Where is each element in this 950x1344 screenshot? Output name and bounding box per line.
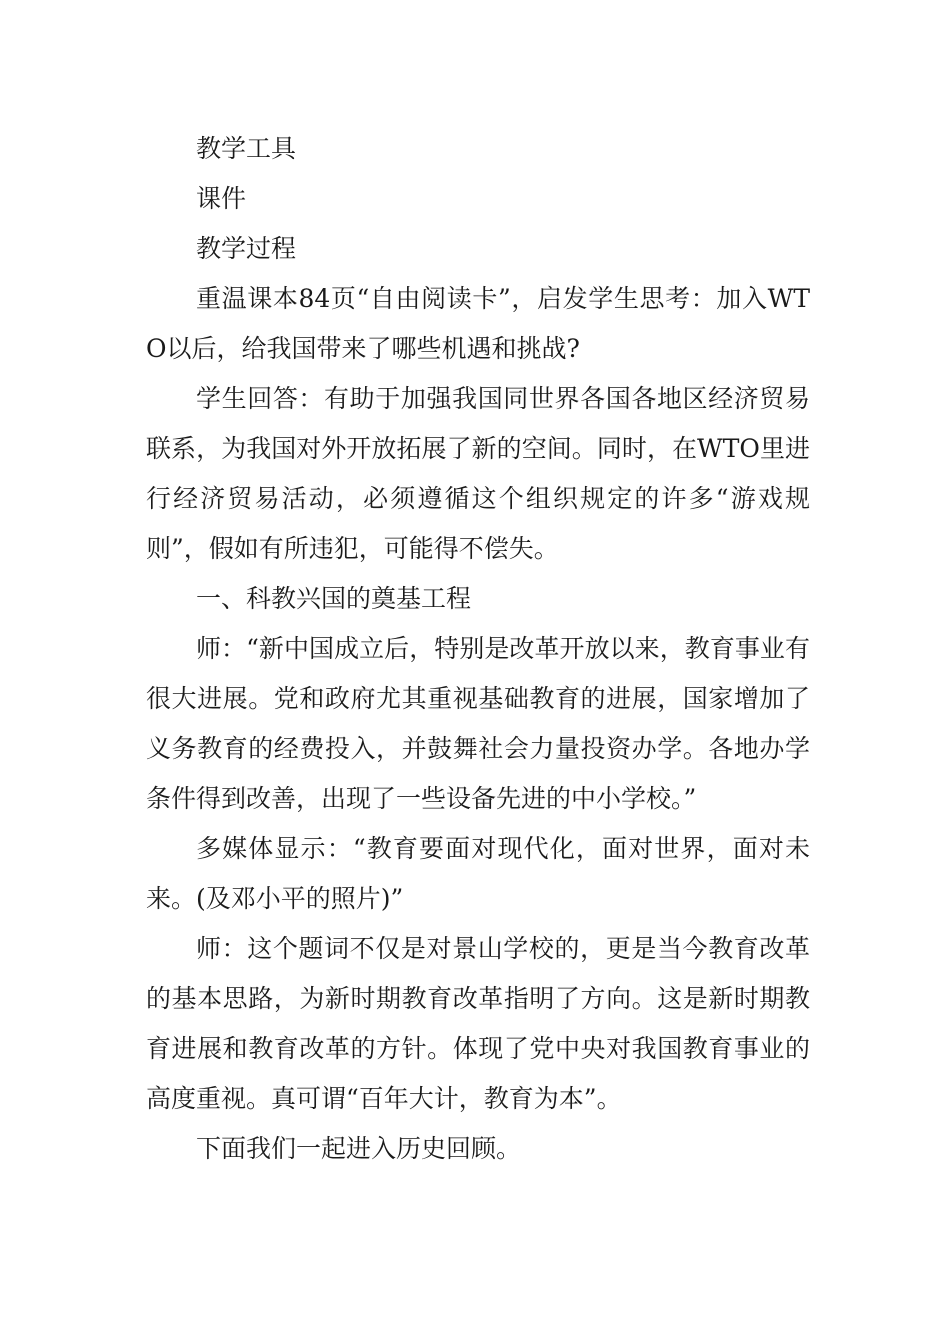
paragraph-teaching-tools: 教学工具 [196,134,297,163]
paragraph-multimedia-display: 多媒体显示：“教育要面对现代化，面对世界，面对未来。(及邓小平的照片)” [146,834,810,913]
paragraph-teacher-education: 师：“新中国成立后，特别是改革开放以来，教育事业有很大进展。党和政府尤其重视基础教育的进展，国家增加了义务教育的经费投入，并鼓舞社会力量投资办学。各地办学条件得到改善，出现了一些设备先进的中小学校。” [146,634,810,813]
section-heading: 一、科教兴国的奠基工程 [196,584,472,613]
paragraph-review-question: 重温课本84页“自由阅读卡”，启发学生思考：加入WTO以后，给我国带来了哪些机遇和挑战? [146,284,810,363]
paragraph-courseware: 课件 [196,184,247,213]
paragraph-teaching-process: 教学过程 [196,234,297,263]
document-body [146,124,810,1174]
paragraph-student-answer: 学生回答：有助于加强我国同世界各国各地区经济贸易联系，为我国对外开放拓展了新的空间。同时，在WTO里进行经济贸易活动，必须遵循这个组织规定的许多“游戏规则”，假如有所违犯，可能得不偿失。 [146,384,810,563]
paragraph-teacher-inscription: 师：这个题词不仅是对景山学校的，更是当今教育改革的基本思路，为新时期教育改革指明了方向。这是新时期教育进展和教育改革的方针。体现了党中央对我国教育事业的高度重视。真可谓“百年大计，教育为本”。 [146,934,810,1113]
paragraph-history-review: 下面我们一起进入历史回顾。 [196,1134,522,1163]
